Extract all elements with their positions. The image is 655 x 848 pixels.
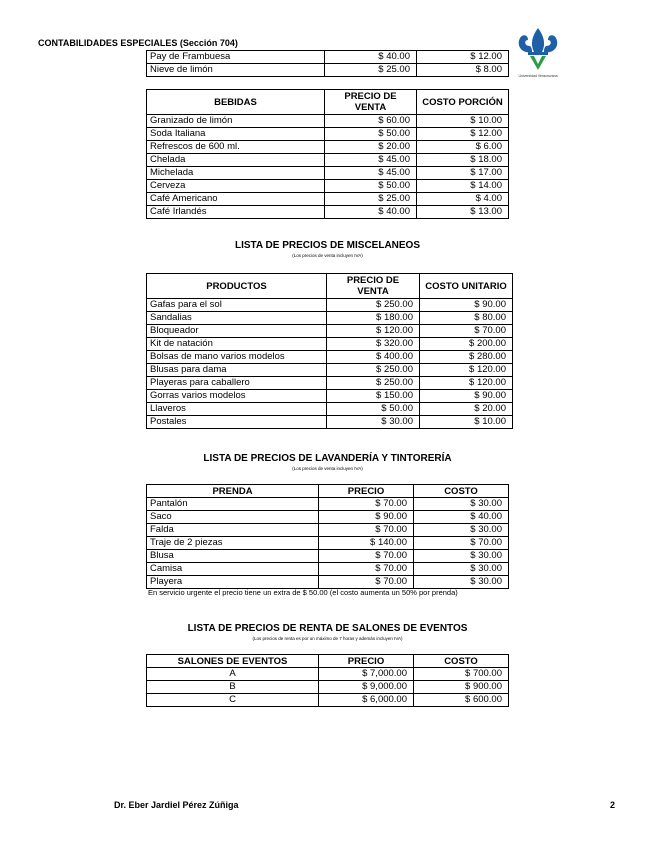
cost-cell: $ 90.00	[420, 299, 513, 312]
item-name-cell: Café Irlandés	[147, 206, 325, 219]
item-name-cell: Kit de natación	[147, 338, 327, 351]
miscelaneos-subtitle: (Los precios de venta incluyen IVA)	[292, 253, 363, 258]
table-row	[147, 51, 509, 64]
table-row	[147, 351, 513, 364]
price-cell: $ 250.00	[327, 377, 420, 390]
cost-cell: $ 10.00	[420, 416, 513, 429]
miscelaneos-table	[146, 273, 513, 429]
item-name-cell: Postales	[147, 416, 327, 429]
item-name-cell: Bolsas de mano varios modelos	[147, 351, 327, 364]
cost-cell: $ 10.00	[417, 115, 509, 128]
item-name-cell: Blusas para dama	[147, 364, 327, 377]
price-cell: $ 9,000.00	[319, 681, 414, 694]
table-row	[147, 694, 509, 707]
cost-cell: $ 20.00	[420, 403, 513, 416]
page-number: 2	[610, 800, 616, 810]
col-header: PRECIO	[319, 485, 414, 498]
table-row	[147, 141, 509, 154]
item-name-cell: A	[147, 668, 319, 681]
cost-cell: $ 70.00	[414, 537, 509, 550]
item-name-cell: Pantalón	[147, 498, 319, 511]
table-row	[147, 537, 509, 550]
logo-caption: Universidad Veracruzana	[518, 74, 558, 78]
item-name-cell: Refrescos de 600 ml.	[147, 141, 325, 154]
col-header: PRODUCTOS	[147, 274, 327, 299]
bebidas-table	[146, 89, 509, 219]
item-name-cell: Playera	[147, 576, 319, 589]
price-cell: $ 40.00	[325, 51, 417, 64]
price-cell: $ 250.00	[327, 299, 420, 312]
price-cell: $ 45.00	[325, 154, 417, 167]
item-name-cell: Sandalias	[147, 312, 327, 325]
item-name-cell: Bloqueador	[147, 325, 327, 338]
postres-table-cont	[146, 50, 509, 77]
item-name-cell: Playeras para caballero	[147, 377, 327, 390]
table-row	[147, 299, 513, 312]
price-cell: $ 20.00	[325, 141, 417, 154]
col-header: SALONES DE EVENTOS	[147, 655, 319, 668]
item-name-cell: Traje de 2 piezas	[147, 537, 319, 550]
cost-cell: $ 700.00	[414, 668, 509, 681]
table-row	[147, 681, 509, 694]
price-cell: $ 70.00	[319, 576, 414, 589]
price-cell: $ 45.00	[325, 167, 417, 180]
table-row	[147, 206, 509, 219]
table-row	[147, 550, 509, 563]
lavanderia-subtitle: (Los precios de venta incluyen IVA)	[292, 466, 363, 471]
col-header: PRECIO DE VENTA	[327, 274, 420, 299]
cost-cell: $ 13.00	[417, 206, 509, 219]
price-cell: $ 400.00	[327, 351, 420, 364]
table-row	[147, 193, 509, 206]
price-cell: $ 40.00	[325, 206, 417, 219]
table-row	[147, 576, 509, 589]
item-name-cell: Soda Italiana	[147, 128, 325, 141]
table-row	[147, 563, 509, 576]
price-cell: $ 250.00	[327, 364, 420, 377]
price-cell: $ 140.00	[319, 537, 414, 550]
item-name-cell: Llaveros	[147, 403, 327, 416]
cost-cell: $ 40.00	[414, 511, 509, 524]
col-header: PRECIO	[319, 655, 414, 668]
cost-cell: $ 18.00	[417, 154, 509, 167]
cost-cell: $ 80.00	[420, 312, 513, 325]
cost-cell: $ 280.00	[420, 351, 513, 364]
table-row	[147, 154, 509, 167]
cost-cell: $ 30.00	[414, 550, 509, 563]
lavanderia-table	[146, 484, 509, 589]
footer-author: Dr. Eber Jardiel Pérez Zúñiga	[114, 800, 239, 810]
col-header: PRENDA	[147, 485, 319, 498]
item-name-cell: B	[147, 681, 319, 694]
university-logo	[512, 26, 564, 82]
cost-cell: $ 12.00	[417, 128, 509, 141]
price-cell: $ 70.00	[319, 563, 414, 576]
miscelaneos-title: LISTA DE PRECIOS DE MISCELANEOS	[234, 240, 421, 251]
price-cell: $ 50.00	[327, 403, 420, 416]
cost-cell: $ 120.00	[420, 364, 513, 377]
item-name-cell: Gafas para el sol	[147, 299, 327, 312]
price-cell: $ 70.00	[319, 498, 414, 511]
fleur-de-lis-icon	[512, 26, 564, 72]
table-row	[147, 524, 509, 537]
cost-cell: $ 30.00	[414, 498, 509, 511]
item-name-cell: Saco	[147, 511, 319, 524]
table-row	[147, 668, 509, 681]
lavanderia-title: LISTA DE PRECIOS DE LAVANDERÍA Y TINTORERÍA	[203, 453, 452, 464]
salones-title: LISTA DE PRECIOS DE RENTA DE SALONES DE EVENTOS	[187, 623, 468, 634]
price-cell: $ 25.00	[325, 64, 417, 77]
price-cell: $ 50.00	[325, 180, 417, 193]
price-cell: $ 70.00	[319, 524, 414, 537]
item-name-cell: Café Americano	[147, 193, 325, 206]
salones-table	[146, 654, 509, 707]
table-row	[147, 377, 513, 390]
col-header: PRECIO DE VENTA	[325, 90, 417, 115]
col-header: COSTO	[414, 485, 509, 498]
table-row	[147, 312, 513, 325]
price-cell: $ 180.00	[327, 312, 420, 325]
cost-cell: $ 14.00	[417, 180, 509, 193]
document-header-title: CONTABILIDADES ESPECIALES (Sección 704)	[38, 38, 238, 48]
table-row	[147, 364, 513, 377]
cost-cell: $ 900.00	[414, 681, 509, 694]
table-row	[147, 416, 513, 429]
cost-cell: $ 90.00	[420, 390, 513, 403]
table-row	[147, 338, 513, 351]
table-row	[147, 325, 513, 338]
table-row	[147, 498, 509, 511]
item-name-cell: Granizado de limón	[147, 115, 325, 128]
table-row	[147, 64, 509, 77]
item-name-cell: Michelada	[147, 167, 325, 180]
salones-subtitle: (Los precios de renta es por un máximo de 7 horas y además incluyen IVA)	[252, 636, 403, 641]
table-row	[147, 128, 509, 141]
item-name-cell: Falda	[147, 524, 319, 537]
cost-cell: $ 200.00	[420, 338, 513, 351]
price-cell: $ 30.00	[327, 416, 420, 429]
cost-cell: $ 17.00	[417, 167, 509, 180]
price-cell: $ 25.00	[325, 193, 417, 206]
item-name-cell: C	[147, 694, 319, 707]
table-row	[147, 180, 509, 193]
item-name-cell: Nieve de limón	[147, 64, 325, 77]
cost-cell: $ 30.00	[414, 524, 509, 537]
cost-cell: $ 12.00	[417, 51, 509, 64]
item-name-cell: Cerveza	[147, 180, 325, 193]
table-row	[147, 390, 513, 403]
urgent-service-note: En servicio urgente el precio tiene un extra de $ 50.00 (el costo aumenta un 50% por prenda)	[148, 588, 458, 597]
price-cell: $ 50.00	[325, 128, 417, 141]
price-cell: $ 120.00	[327, 325, 420, 338]
col-header: COSTO PORCIÓN	[417, 90, 509, 115]
cost-cell: $ 4.00	[417, 193, 509, 206]
cost-cell: $ 8.00	[417, 64, 509, 77]
col-header: BEBIDAS	[147, 90, 325, 115]
item-name-cell: Blusa	[147, 550, 319, 563]
cost-cell: $ 70.00	[420, 325, 513, 338]
cost-cell: $ 30.00	[414, 576, 509, 589]
item-name-cell: Camisa	[147, 563, 319, 576]
col-header: COSTO UNITARIO	[420, 274, 513, 299]
cost-cell: $ 600.00	[414, 694, 509, 707]
price-cell: $ 90.00	[319, 511, 414, 524]
table-row	[147, 167, 509, 180]
price-cell: $ 70.00	[319, 550, 414, 563]
price-cell: $ 60.00	[325, 115, 417, 128]
cost-cell: $ 6.00	[417, 141, 509, 154]
table-row	[147, 403, 513, 416]
table-row	[147, 115, 509, 128]
price-cell: $ 7,000.00	[319, 668, 414, 681]
price-cell: $ 320.00	[327, 338, 420, 351]
cost-cell: $ 120.00	[420, 377, 513, 390]
item-name-cell: Gorras varios modelos	[147, 390, 327, 403]
table-row	[147, 511, 509, 524]
price-cell: $ 6,000.00	[319, 694, 414, 707]
item-name-cell: Chelada	[147, 154, 325, 167]
cost-cell: $ 30.00	[414, 563, 509, 576]
price-cell: $ 150.00	[327, 390, 420, 403]
item-name-cell: Pay de Frambuesa	[147, 51, 325, 64]
col-header: COSTO	[414, 655, 509, 668]
